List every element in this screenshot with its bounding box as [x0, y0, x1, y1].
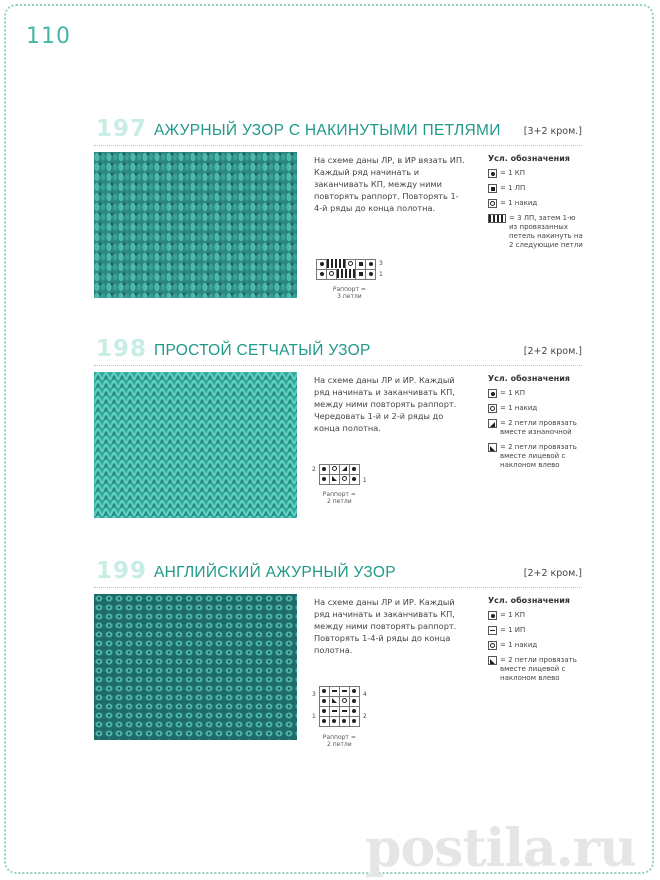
edge-stitches: [2+2 кром.]: [523, 346, 582, 357]
circle-icon: [332, 466, 337, 471]
dot-icon: [491, 392, 495, 396]
chart-row-number: 3: [312, 691, 316, 698]
pattern-header: [94, 336, 582, 366]
circle-icon: [342, 698, 347, 703]
page-number: 110: [26, 24, 71, 49]
dash-icon: [332, 710, 337, 712]
legend-item: = 2 петли провязать вместе лицевой с наклоном влево: [488, 443, 584, 470]
circle-icon: [348, 261, 353, 266]
chart-row-number: 2: [362, 713, 367, 720]
three-bar-icon: [327, 259, 345, 268]
dot-icon: [322, 709, 326, 713]
chart-row-number: 1: [362, 476, 367, 484]
chart-grid: [319, 686, 360, 727]
square-icon: [491, 187, 495, 191]
dot-icon: [491, 172, 495, 176]
pattern-description: На схеме даны ЛР, в ИР вязать ИП. Каждый ряд начинать и заканчивать КП, между ними повторять раппорт. Повторять 1-4-й ряды до конца полотна.: [314, 155, 465, 213]
pattern-198-section: [94, 336, 582, 505]
chart-row-number: 3: [379, 260, 383, 267]
three-bar-icon: [489, 215, 505, 222]
rapport-note: Раппорт = 2 петли: [322, 491, 356, 505]
dot-icon: [352, 719, 356, 723]
legend: [488, 374, 584, 476]
square-icon: [359, 262, 363, 266]
dot-icon: [352, 699, 356, 703]
dot-icon: [352, 467, 356, 471]
circle-icon: [490, 201, 495, 206]
dot-icon: [352, 689, 356, 693]
circle-icon: [490, 643, 495, 648]
rapport-note: Раппорт = 3 петли: [332, 286, 366, 300]
rapport-note: Раппорт = 2 петли: [322, 734, 356, 748]
dash-icon: [332, 690, 337, 692]
purl-dec-icon: [342, 466, 347, 471]
knit-dec-left-icon: [332, 698, 337, 703]
knit-dec-left-icon: [490, 446, 495, 451]
header-divider: [94, 587, 582, 588]
legend-item: = 1 КП: [488, 169, 584, 178]
knit-dec-left-icon: [332, 476, 337, 481]
dot-icon: [332, 719, 336, 723]
dash-icon: [342, 690, 347, 692]
header-divider: [94, 365, 582, 366]
chart-row-number: 2: [312, 465, 316, 473]
edge-stitches: [3+2 кром.]: [523, 126, 582, 137]
knit-swatch-photo: [94, 372, 297, 518]
chart-grid: [319, 464, 360, 485]
legend-item: = 1 КП: [488, 611, 584, 620]
dash-icon: [490, 630, 495, 632]
circle-icon: [490, 406, 495, 411]
dot-icon: [322, 699, 326, 703]
pattern-title: ПРОСТОЙ СЕТЧАТЫЙ УЗОР: [154, 342, 371, 359]
pattern-title: АНГЛИЙСКИЙ АЖУРНЫЙ УЗОР: [154, 564, 396, 581]
dot-icon: [322, 689, 326, 693]
dot-icon: [491, 614, 495, 618]
legend-title: Усл. обозначения: [488, 374, 570, 383]
dot-icon: [322, 477, 326, 481]
pattern-chart: [312, 464, 367, 505]
legend-title: Усл. обозначения: [488, 154, 570, 163]
knit-swatch-photo: [94, 152, 297, 298]
pattern-title: АЖУРНЫЙ УЗОР С НАКИНУТЫМИ ПЕТЛЯМИ: [154, 122, 501, 139]
legend-item: = 1 КП: [488, 389, 584, 398]
pattern-number: 197: [96, 116, 148, 142]
legend-item: = 1 накид: [488, 641, 584, 650]
pattern-description: На схеме даны ЛР и ИР. Каждый ряд начинать и заканчивать КП, между ними повторять раппорт. Чередовать 1-й и 2-й ряды до конца полотна.: [314, 375, 457, 433]
pattern-header: [94, 558, 582, 588]
legend-item: = 2 петли провязать вместе лицевой с наклоном влево: [488, 656, 584, 683]
chart-row-number: 1: [379, 271, 383, 278]
dot-icon: [369, 272, 373, 276]
dot-icon: [352, 477, 356, 481]
dot-icon: [352, 709, 356, 713]
dot-icon: [322, 719, 326, 723]
legend-item: = 1 ЛП: [488, 184, 584, 193]
legend-item: = 1 ИП: [488, 626, 584, 635]
chart-row-number: 4: [362, 691, 367, 698]
header-divider: [94, 145, 582, 146]
legend-item: = 2 петли провязать вместе изнаночной: [488, 419, 584, 437]
pattern-199-section: [94, 558, 582, 748]
legend-item: = 1 накид: [488, 404, 584, 413]
pattern-197-section: [94, 116, 583, 300]
pattern-number: 199: [96, 558, 148, 584]
knit-dec-left-icon: [490, 659, 495, 664]
dot-icon: [369, 262, 373, 266]
legend-title: Усл. обозначения: [488, 596, 570, 605]
chart-grid: [316, 259, 376, 280]
dot-icon: [322, 467, 326, 471]
legend-item: = 1 накид: [488, 199, 584, 208]
square-icon: [359, 272, 363, 276]
legend-item: = 3 ЛП, затем 1-ю из провязанных петель накинуть на 2 следующие петли: [488, 214, 584, 250]
pattern-description: На схеме даны ЛР и ИР. Каждый ряд начинать и заканчивать КП, между ними повторять раппорт. Повторять 1-4-й ряды до конца полотна.: [314, 597, 457, 655]
circle-icon: [342, 476, 347, 481]
circle-icon: [329, 271, 334, 276]
watermark: postila.ru: [365, 818, 636, 879]
pattern-number: 198: [96, 336, 148, 362]
dot-icon: [320, 262, 324, 266]
purl-dec-icon: [490, 422, 495, 427]
dash-icon: [342, 710, 347, 712]
legend: [488, 596, 584, 689]
dot-icon: [320, 272, 324, 276]
legend: [488, 154, 584, 256]
pattern-chart: [316, 258, 383, 300]
three-bar-icon: [337, 269, 355, 278]
knit-swatch-photo: [94, 594, 297, 740]
pattern-header: [94, 116, 582, 146]
chart-row-number: 1: [312, 713, 316, 720]
dot-icon: [342, 719, 346, 723]
edge-stitches: [2+2 кром.]: [523, 568, 582, 579]
pattern-chart: [312, 684, 367, 748]
